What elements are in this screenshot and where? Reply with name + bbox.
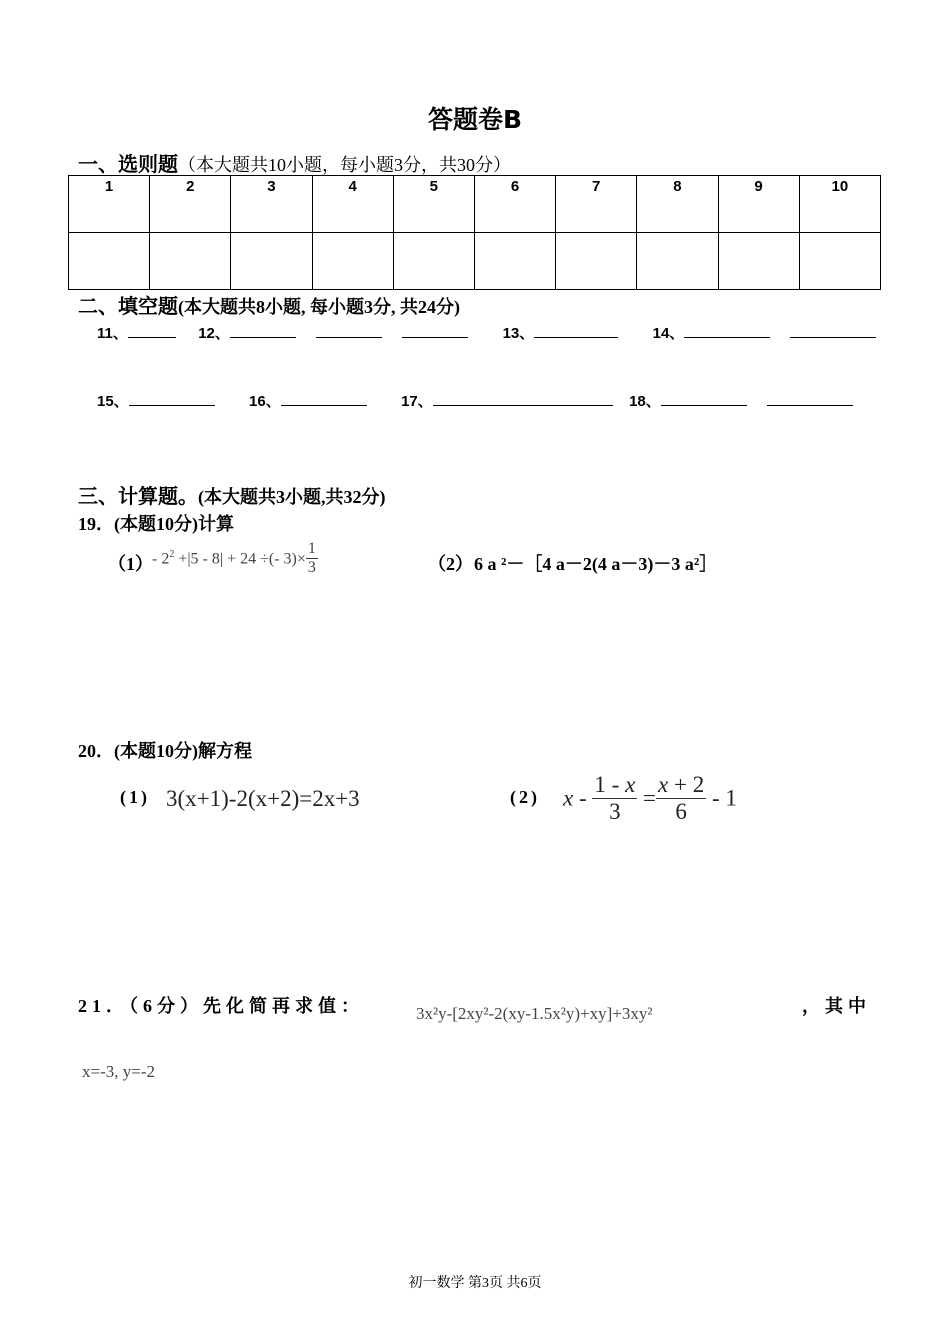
blank-line-18a[interactable]: [661, 391, 747, 406]
q21-tail: ，其中: [802, 996, 871, 1016]
q19-part1-label: （1）: [108, 554, 153, 574]
section-1-heading: [78, 148, 511, 177]
blank-label-16: 16、: [249, 393, 281, 410]
blank-label-11: 11、: [97, 325, 128, 342]
blank-line-18b[interactable]: [767, 391, 853, 406]
section-2-heading: [78, 290, 460, 319]
page-title: 答题卷B: [427, 105, 523, 134]
q19-part2-label: （2）: [428, 554, 473, 574]
q19-title: 19．(本题10分)计算: [78, 514, 234, 534]
blank-label-14: 14、: [652, 325, 685, 342]
blank-line-15[interactable]: [129, 391, 215, 406]
q19-part2-formula: 6 a ²－［4 a－2(4 a－3)－3 a²］: [474, 554, 718, 574]
answer-number: 2: [150, 176, 231, 233]
blank-line-17[interactable]: [433, 391, 613, 406]
answer-cell[interactable]: [69, 233, 150, 290]
answer-cell[interactable]: [474, 233, 555, 290]
answer-number: 4: [312, 176, 393, 233]
answer-cell[interactable]: [637, 233, 718, 290]
answer-number: 6: [474, 176, 555, 233]
q20-part1-label: (1): [120, 787, 150, 807]
blank-row-1: [97, 322, 876, 343]
blank-line-12a[interactable]: [230, 323, 296, 338]
answer-number: 7: [556, 176, 637, 233]
section-2-note: (本大题共8小题, 每小题3分, 共24分): [178, 297, 460, 317]
answer-number: 9: [718, 176, 799, 233]
blank-label-12: 12、: [198, 325, 230, 342]
answer-cell[interactable]: [231, 233, 312, 290]
answer-cell[interactable]: [150, 233, 231, 290]
section-3-note: (本大题共3小题,共32分): [198, 487, 386, 507]
page-footer: 初一数学 第3页 共6页: [408, 1276, 542, 1291]
answer-number: 3: [231, 176, 312, 233]
blank-label-17: 17、: [401, 393, 433, 410]
answer-number: 5: [393, 176, 474, 233]
blank-line-16[interactable]: [281, 391, 367, 406]
q20-title: 20．(本题10分)解方程: [78, 741, 252, 761]
answer-cell[interactable]: [556, 233, 637, 290]
section-2-title: 二、填空题: [78, 294, 178, 318]
blank-line-12c[interactable]: [402, 323, 468, 338]
blank-line-13[interactable]: [534, 323, 618, 338]
answer-number: 10: [799, 176, 880, 233]
section-3-heading: [78, 480, 386, 509]
q21-condition: x=-3, y=-2: [82, 1062, 155, 1081]
answer-grid: [68, 175, 881, 290]
blank-row-2: [97, 390, 853, 411]
section-1-note: （本大题共10小题，每小题3分，共30分）: [178, 155, 511, 175]
q20-part2-formula: x - $\frac{1 - x}{3}$ = $\frac{x + 2}{6}$ - 1: [563, 772, 737, 824]
q19-part1-formula: - $2^2 +|5 - 8| + 24$ ÷(- 3)× $\frac{1}{3}$: [152, 540, 316, 576]
blank-label-13: 13、: [502, 325, 535, 342]
blank-label-15: 15、: [97, 393, 129, 410]
blank-line-12b[interactable]: [316, 323, 382, 338]
section-3-title: 三、计算题。: [78, 484, 198, 508]
blank-line-14a[interactable]: [684, 323, 770, 338]
section-1-title: 一、选则题: [78, 152, 178, 176]
answer-number: 8: [637, 176, 718, 233]
answer-cell[interactable]: [393, 233, 474, 290]
answer-cell[interactable]: [718, 233, 799, 290]
answer-cell[interactable]: [312, 233, 393, 290]
answer-cell[interactable]: [799, 233, 880, 290]
answer-grid-header-row: [69, 176, 881, 233]
answer-number: 1: [69, 176, 150, 233]
blank-line-14b[interactable]: [790, 323, 876, 338]
q20-part2-label: (2): [510, 787, 540, 807]
q20-part1-formula: 3(x+1)-2(x+2)=2x+3: [166, 786, 360, 811]
blank-line-11[interactable]: [128, 323, 176, 338]
q21-expression: 3x²y-[2xy²-2(xy-1.5x²y)+xy]+3xy²: [416, 1004, 653, 1023]
q21-title: 21．（6分）先化简再求值：: [78, 996, 364, 1016]
blank-label-18: 18、: [629, 393, 661, 410]
answer-grid-answer-row: [69, 233, 881, 290]
